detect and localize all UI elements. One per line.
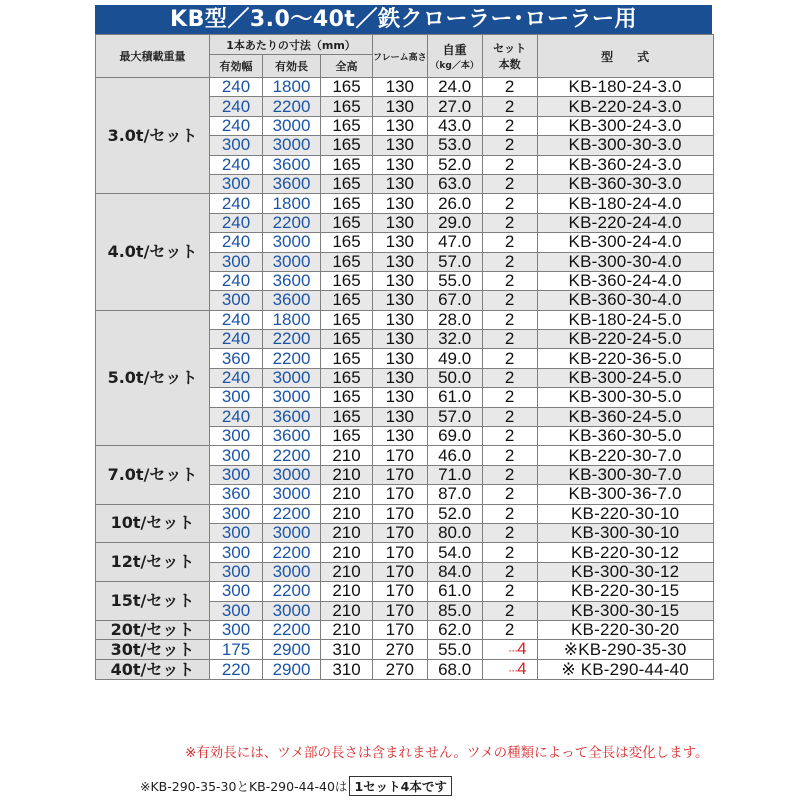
weight-cell: 52.0: [427, 155, 482, 174]
total-height-cell: 310: [321, 640, 373, 660]
weight-cell: 85.0: [427, 601, 482, 620]
max-load-cell: 5.0t/セット: [96, 310, 210, 446]
set-count-cell: [482, 660, 537, 680]
model-cell: KB-360-30-3.0: [537, 174, 713, 193]
max-load-cell: 10t/セット: [96, 504, 210, 543]
max-load-cell: 3.0t/セット: [96, 78, 210, 194]
total-height-cell: 310: [321, 660, 373, 680]
eff-width-cell: 300: [210, 252, 263, 271]
set-count-value: 4: [517, 659, 527, 679]
set-count-cell: 2: [482, 523, 537, 542]
set-count-cell: 2: [482, 310, 537, 329]
eff-length-cell: 3000: [263, 388, 321, 407]
eff-width-cell: 300: [210, 620, 263, 639]
frame-height-cell: 130: [373, 407, 428, 426]
weight-cell: 57.0: [427, 407, 482, 426]
max-load-cell: 20t/セット: [96, 620, 210, 639]
length-note: ※有効長には、ツメ部の長さは含まれません。ツメの種類によって全長は変化します。: [185, 745, 709, 761]
header-weight: [427, 35, 482, 78]
model-cell: KB-180-24-5.0: [537, 310, 713, 329]
eff-width-cell: 360: [210, 349, 263, 368]
set-count-cell: 2: [482, 504, 537, 523]
eff-length-cell: 2900: [263, 640, 321, 660]
eff-length-cell: 3600: [263, 427, 321, 446]
frame-height-cell: 170: [373, 543, 428, 562]
max-load-cell: 4.0t/セット: [96, 194, 210, 310]
frame-height-cell: 270: [373, 640, 428, 660]
weight-cell: 80.0: [427, 523, 482, 542]
table-row: [96, 582, 714, 601]
table-row: [96, 194, 714, 213]
weight-cell: 61.0: [427, 582, 482, 601]
table-row: [96, 446, 714, 465]
set-note-box: 1セット4本です: [349, 776, 451, 796]
max-load-cell: 7.0t/セット: [96, 446, 210, 504]
eff-width-cell: 240: [210, 194, 263, 213]
frame-height-cell: 170: [373, 562, 428, 581]
total-height-cell: 165: [321, 155, 373, 174]
weight-cell: 87.0: [427, 485, 482, 504]
weight-cell: 71.0: [427, 465, 482, 484]
eff-width-cell: 240: [210, 407, 263, 426]
eff-width-cell: 300: [210, 562, 263, 581]
model-cell: KB-360-30-4.0: [537, 291, 713, 310]
weight-cell: 55.0: [427, 640, 482, 660]
model-cell: KB-360-24-4.0: [537, 271, 713, 290]
weight-cell: 53.0: [427, 136, 482, 155]
frame-height-cell: 170: [373, 485, 428, 504]
max-load-cell: 15t/セット: [96, 582, 210, 621]
set-count-cell: [482, 640, 537, 660]
frame-height-cell: 170: [373, 523, 428, 542]
model-cell: KB-220-30-12: [537, 543, 713, 562]
header-set-count-line2: 本数: [498, 58, 521, 71]
frame-height-cell: 130: [373, 155, 428, 174]
eff-length-cell: 3000: [263, 368, 321, 387]
weight-cell: 50.0: [427, 368, 482, 387]
eff-width-cell: 240: [210, 271, 263, 290]
eff-width-cell: 300: [210, 601, 263, 620]
total-height-cell: 210: [321, 620, 373, 639]
model-cell: KB-360-24-5.0: [537, 407, 713, 426]
max-load-cell: 40t/セット: [96, 660, 210, 680]
total-height-cell: 165: [321, 213, 373, 232]
frame-height-cell: 170: [373, 504, 428, 523]
total-height-cell: 210: [321, 523, 373, 542]
total-height-cell: 165: [321, 174, 373, 193]
weight-cell: 24.0: [427, 78, 482, 97]
eff-length-cell: 1800: [263, 78, 321, 97]
model-cell: KB-300-30-7.0: [537, 465, 713, 484]
total-height-cell: 210: [321, 504, 373, 523]
spec-table-body: [96, 78, 714, 680]
weight-cell: 27.0: [427, 97, 482, 116]
spec-table: [95, 34, 714, 680]
eff-width-cell: 300: [210, 174, 263, 193]
total-height-cell: 165: [321, 233, 373, 252]
weight-cell: 55.0: [427, 271, 482, 290]
frame-height-cell: 130: [373, 213, 428, 232]
total-height-cell: 210: [321, 543, 373, 562]
set-count-cell: 2: [482, 349, 537, 368]
model-cell: KB-300-30-5.0: [537, 388, 713, 407]
model-cell: KB-300-30-3.0: [537, 136, 713, 155]
eff-width-cell: 240: [210, 97, 263, 116]
total-height-cell: 210: [321, 446, 373, 465]
set-count-cell: 2: [482, 562, 537, 581]
weight-cell: 68.0: [427, 660, 482, 680]
total-height-cell: 210: [321, 562, 373, 581]
set-note: [140, 776, 452, 796]
total-height-cell: 165: [321, 388, 373, 407]
table-row: [96, 640, 714, 660]
eff-width-cell: 300: [210, 523, 263, 542]
frame-height-cell: 130: [373, 252, 428, 271]
total-height-cell: 210: [321, 582, 373, 601]
model-cell: KB-220-30-7.0: [537, 446, 713, 465]
eff-width-cell: 300: [210, 543, 263, 562]
model-cell: KB-180-24-3.0: [537, 78, 713, 97]
weight-cell: 54.0: [427, 543, 482, 562]
model-cell: KB-220-24-3.0: [537, 97, 713, 116]
eff-length-cell: 3600: [263, 174, 321, 193]
frame-height-cell: 130: [373, 388, 428, 407]
set-count-cell: 2: [482, 582, 537, 601]
total-height-cell: 165: [321, 252, 373, 271]
header-set-count-line1: セット: [493, 42, 527, 55]
eff-length-cell: 2200: [263, 504, 321, 523]
eff-length-cell: 2200: [263, 543, 321, 562]
eff-width-cell: 300: [210, 427, 263, 446]
dotted-leader: ···: [508, 643, 518, 658]
frame-height-cell: 130: [373, 194, 428, 213]
model-cell: ※KB-290-35-30: [537, 640, 713, 660]
frame-height-cell: 170: [373, 446, 428, 465]
set-count-cell: 2: [482, 136, 537, 155]
weight-cell: 63.0: [427, 174, 482, 193]
weight-cell: 57.0: [427, 252, 482, 271]
total-height-cell: 165: [321, 349, 373, 368]
frame-height-cell: 130: [373, 291, 428, 310]
table-row: [96, 504, 714, 523]
set-count-cell: 2: [482, 213, 537, 232]
header-eff-width: 有効幅: [210, 55, 263, 78]
frame-height-cell: 130: [373, 174, 428, 193]
eff-length-cell: 1800: [263, 194, 321, 213]
weight-cell: 69.0: [427, 427, 482, 446]
frame-height-cell: 130: [373, 271, 428, 290]
eff-width-cell: 240: [210, 155, 263, 174]
eff-length-cell: 2200: [263, 582, 321, 601]
eff-length-cell: 3000: [263, 116, 321, 135]
set-count-cell: 2: [482, 174, 537, 193]
eff-length-cell: 3000: [263, 601, 321, 620]
set-count-cell: 2: [482, 427, 537, 446]
total-height-cell: 165: [321, 194, 373, 213]
model-cell: KB-300-36-7.0: [537, 485, 713, 504]
header-weight-label: 自重: [442, 43, 467, 57]
total-height-cell: 165: [321, 368, 373, 387]
set-count-cell: 2: [482, 465, 537, 484]
frame-height-cell: 130: [373, 310, 428, 329]
set-count-cell: 2: [482, 97, 537, 116]
eff-length-cell: 3000: [263, 233, 321, 252]
header-frame-height: フレーム高さ: [373, 35, 428, 78]
total-height-cell: 165: [321, 330, 373, 349]
set-count-cell: 2: [482, 78, 537, 97]
eff-width-cell: 220: [210, 660, 263, 680]
eff-width-cell: 300: [210, 504, 263, 523]
model-cell: KB-300-30-12: [537, 562, 713, 581]
eff-length-cell: 1800: [263, 310, 321, 329]
eff-width-cell: 240: [210, 78, 263, 97]
frame-height-cell: 130: [373, 78, 428, 97]
eff-length-cell: 3000: [263, 485, 321, 504]
model-cell: KB-220-24-4.0: [537, 213, 713, 232]
eff-length-cell: 3600: [263, 155, 321, 174]
set-count-cell: 2: [482, 601, 537, 620]
eff-length-cell: 3000: [263, 136, 321, 155]
total-height-cell: 165: [321, 78, 373, 97]
weight-cell: 26.0: [427, 194, 482, 213]
eff-width-cell: 240: [210, 213, 263, 232]
eff-length-cell: 2200: [263, 97, 321, 116]
header-eff-length: 有効長: [263, 55, 321, 78]
frame-height-cell: 170: [373, 601, 428, 620]
model-cell: ※ KB-290-44-40: [537, 660, 713, 680]
total-height-cell: 165: [321, 427, 373, 446]
set-count-cell: 2: [482, 252, 537, 271]
eff-length-cell: 2200: [263, 330, 321, 349]
max-load-cell: 30t/セット: [96, 640, 210, 660]
eff-length-cell: 3600: [263, 407, 321, 426]
model-cell: KB-220-30-20: [537, 620, 713, 639]
set-count-cell: 2: [482, 116, 537, 135]
eff-width-cell: 300: [210, 388, 263, 407]
set-count-cell: 2: [482, 330, 537, 349]
weight-cell: 28.0: [427, 310, 482, 329]
table-row: [96, 310, 714, 329]
set-count-cell: 2: [482, 233, 537, 252]
header-max-load: 最大積載重量: [96, 35, 210, 78]
model-cell: KB-220-24-5.0: [537, 330, 713, 349]
frame-height-cell: 270: [373, 660, 428, 680]
eff-length-cell: 2200: [263, 446, 321, 465]
weight-cell: 62.0: [427, 620, 482, 639]
eff-width-cell: 300: [210, 446, 263, 465]
eff-length-cell: 2200: [263, 213, 321, 232]
page-title: KB型／3.0～40t／鉄クローラー･ローラー用: [95, 5, 712, 34]
weight-cell: 43.0: [427, 116, 482, 135]
table-row: [96, 78, 714, 97]
eff-width-cell: 240: [210, 233, 263, 252]
model-cell: KB-300-30-15: [537, 601, 713, 620]
set-count-cell: 2: [482, 388, 537, 407]
header-model: 型 式: [537, 35, 713, 78]
frame-height-cell: 130: [373, 349, 428, 368]
weight-cell: 84.0: [427, 562, 482, 581]
table-row: [96, 660, 714, 680]
eff-length-cell: 2200: [263, 349, 321, 368]
eff-width-cell: 240: [210, 330, 263, 349]
weight-cell: 32.0: [427, 330, 482, 349]
frame-height-cell: 130: [373, 116, 428, 135]
set-count-cell: 2: [482, 620, 537, 639]
set-count-cell: 2: [482, 446, 537, 465]
total-height-cell: 210: [321, 485, 373, 504]
model-cell: KB-220-36-5.0: [537, 349, 713, 368]
eff-width-cell: 300: [210, 465, 263, 484]
frame-height-cell: 130: [373, 330, 428, 349]
frame-height-cell: 170: [373, 582, 428, 601]
header-weight-unit: （kg／本）: [430, 61, 479, 71]
set-count-cell: 2: [482, 485, 537, 504]
eff-width-cell: 175: [210, 640, 263, 660]
frame-height-cell: 130: [373, 368, 428, 387]
frame-height-cell: 170: [373, 620, 428, 639]
model-cell: KB-300-30-4.0: [537, 252, 713, 271]
frame-height-cell: 130: [373, 427, 428, 446]
set-count-cell: 2: [482, 271, 537, 290]
model-cell: KB-360-30-5.0: [537, 427, 713, 446]
table-row: [96, 543, 714, 562]
header-set-count: [482, 35, 537, 78]
total-height-cell: 165: [321, 407, 373, 426]
eff-width-cell: 300: [210, 136, 263, 155]
total-height-cell: 165: [321, 97, 373, 116]
set-count-cell: 2: [482, 155, 537, 174]
set-count-cell: 2: [482, 368, 537, 387]
set-count-cell: 2: [482, 543, 537, 562]
eff-length-cell: 3600: [263, 271, 321, 290]
set-count-cell: 2: [482, 407, 537, 426]
total-height-cell: 210: [321, 601, 373, 620]
eff-length-cell: 3000: [263, 465, 321, 484]
set-note-text: ※KB-290-35-30とKB-290-44-40は: [140, 779, 348, 794]
eff-width-cell: 240: [210, 368, 263, 387]
model-cell: KB-180-24-4.0: [537, 194, 713, 213]
frame-height-cell: 130: [373, 97, 428, 116]
model-cell: KB-220-30-15: [537, 582, 713, 601]
set-count-cell: 2: [482, 194, 537, 213]
weight-cell: 67.0: [427, 291, 482, 310]
weight-cell: 49.0: [427, 349, 482, 368]
weight-cell: 46.0: [427, 446, 482, 465]
eff-length-cell: 2200: [263, 620, 321, 639]
weight-cell: 61.0: [427, 388, 482, 407]
eff-width-cell: 240: [210, 116, 263, 135]
header-total-height: 全高: [321, 55, 373, 78]
eff-length-cell: 3000: [263, 562, 321, 581]
model-cell: KB-300-24-5.0: [537, 368, 713, 387]
total-height-cell: 165: [321, 271, 373, 290]
header-dims-group: 1本あたりの寸法（mm）: [210, 35, 373, 55]
set-count-cell: 2: [482, 291, 537, 310]
frame-height-cell: 130: [373, 233, 428, 252]
model-cell: KB-300-30-10: [537, 523, 713, 542]
total-height-cell: 210: [321, 465, 373, 484]
total-height-cell: 165: [321, 136, 373, 155]
model-cell: KB-300-24-4.0: [537, 233, 713, 252]
weight-cell: 29.0: [427, 213, 482, 232]
weight-cell: 47.0: [427, 233, 482, 252]
frame-height-cell: 170: [373, 465, 428, 484]
weight-cell: 52.0: [427, 504, 482, 523]
eff-width-cell: 360: [210, 485, 263, 504]
frame-height-cell: 130: [373, 136, 428, 155]
set-count-value: 4: [517, 639, 527, 659]
total-height-cell: 165: [321, 291, 373, 310]
eff-width-cell: 300: [210, 582, 263, 601]
eff-width-cell: 300: [210, 291, 263, 310]
model-cell: KB-220-30-10: [537, 504, 713, 523]
dotted-leader: ···: [508, 663, 518, 678]
total-height-cell: 165: [321, 116, 373, 135]
model-cell: KB-300-24-3.0: [537, 116, 713, 135]
total-height-cell: 165: [321, 310, 373, 329]
max-load-cell: 12t/セット: [96, 543, 210, 582]
eff-length-cell: 3600: [263, 291, 321, 310]
table-row: [96, 620, 714, 639]
eff-length-cell: 2900: [263, 660, 321, 680]
eff-length-cell: 3000: [263, 252, 321, 271]
eff-length-cell: 3000: [263, 523, 321, 542]
eff-width-cell: 240: [210, 310, 263, 329]
model-cell: KB-360-24-3.0: [537, 155, 713, 174]
